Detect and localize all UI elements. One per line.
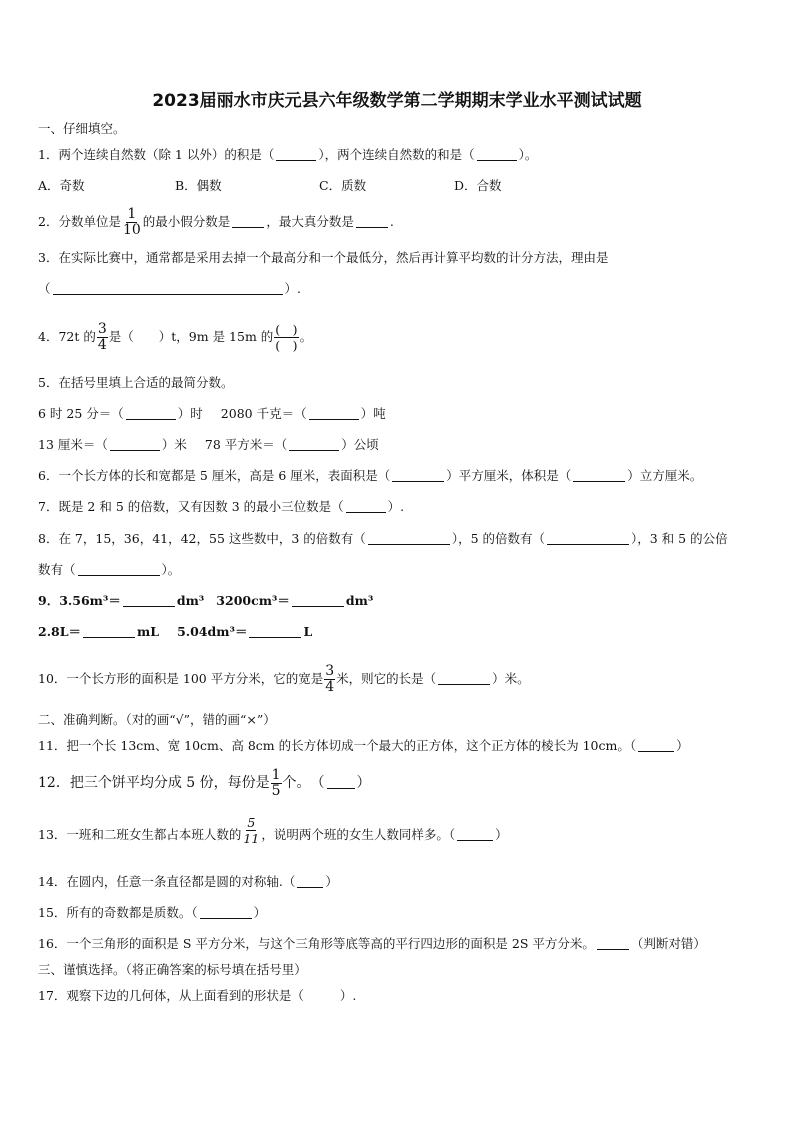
q1-text: 1．两个连续自然数（除 1 以外）的积是（ [38,147,275,162]
question-9: 9．3.56m³＝ dm³ 3200cm³＝ dm³ [38,593,374,608]
section-heading-2: 二、准确判断。（对的画“√”，错的画“×”） [38,712,276,727]
answer-blank[interactable] [638,738,674,752]
answer-blank[interactable] [289,437,339,451]
fraction: $\frac{3}{4}$ [325,663,335,695]
question-8-cont: 数有（ ）。 [38,562,181,577]
fraction: $\frac{3}{4}$ [97,321,107,353]
answer-blank[interactable] [547,531,629,545]
answer-blank[interactable] [200,905,252,919]
question-16: 16．一个三角形的面积是 S 平方分米，与这个三角形等底等高的平行四边形的面积是 2S 平方分米。 （判断对错） [38,936,706,951]
question-14: 14．在圆内，任意一条直径都是圆的对称轴.（ ） [38,874,338,889]
q4-text: 4．72t 的 [38,329,96,344]
q2-text: ，最大真分数是 [266,214,354,229]
question-10: 10．一个长方形的面积是 100 平方分米，它的宽是 $\frac{3}{4}$ 米，则它的长是（ ）米。 [38,663,530,695]
q2-text: 的最小假分数是 [142,214,231,229]
question-1 [38,146,764,164]
q1-text: ）。 [518,147,538,162]
answer-blank[interactable] [123,593,175,607]
option-d[interactable]: D．合数 [454,178,502,193]
answer-blank[interactable] [83,624,135,638]
answer-blank[interactable] [78,562,160,576]
question-11: 11．把一个长 13cm、宽 10cm、高 8cm 的长方体切成一个最大的正方体，这个正方体的棱长为 10cm。（ ） [38,738,689,753]
q4-text: 是（ ）t，9m 是 15m 的 [108,329,274,344]
fraction-blank[interactable]: $\frac{( )}{( )}$ [275,322,298,353]
answer-blank[interactable] [309,406,359,420]
answer-blank[interactable] [368,531,450,545]
answer-blank[interactable] [232,214,264,228]
page-title: 2023届丽水市庆元县六年级数学第二学期期末学业水平测试试题 [152,91,642,111]
question-5: 5．在括号里填上合适的最简分数。 [38,375,234,390]
section-heading-1: 一、仔细填空。 [38,121,126,136]
answer-blank[interactable] [392,468,444,482]
q2-text: 2．分数单位是 [38,214,121,229]
answer-blank[interactable] [438,671,490,685]
answer-blank[interactable] [297,874,323,888]
question-6: 6．一个长方体的长和宽都是 5 厘米，高是 6 厘米，表面积是（ ）平方厘米，体积是（ ）立方厘米。 [38,468,703,483]
question-8: 8．在 7，15，36，41，42，55 这些数中，3 的倍数有（ ），5 的倍数有（ ），3 和 5 的公倍 [38,531,728,546]
answer-blank[interactable] [573,468,625,482]
answer-blank[interactable] [53,281,283,295]
answer-blank[interactable] [249,624,301,638]
question-15: 15．所有的奇数都是质数。（ ） [38,905,267,920]
q1-text: ），两个连续自然数的和是（ [318,147,475,162]
option-b[interactable]: B．偶数 [175,178,222,193]
q5-row-2: 13 厘米＝（ ）米 78 平方米＝（ ）公顷 [38,437,379,452]
question-17: 17．观察下边的几何体，从上面看到的形状是（ ）. [38,988,357,1003]
question-12: 12．把三个饼平均分成 5 份，每份是 $\frac{1}{5}$ 个。 （ ） [38,766,371,799]
question-4 [38,318,764,356]
fraction: $\frac{5}{11}$ [243,815,260,846]
answer-blank[interactable] [346,499,386,513]
answer-blank[interactable] [477,147,517,161]
question-2 [38,205,764,239]
answer-blank[interactable] [292,593,344,607]
option-c[interactable]: C．质数 [319,178,367,193]
answer-blank[interactable] [327,775,355,789]
q5-row-1: 6 时 25 分＝（ ）时 2080 千克＝（ ）吨 [38,406,386,421]
question-9-cont: 2.8L＝ mL 5.04dm³＝ L [38,624,313,639]
fraction: $\frac{1}{5}$ [271,766,281,799]
answer-blank[interactable] [276,147,316,161]
option-a[interactable]: A．奇数 [38,178,85,193]
answer-blank[interactable] [457,827,493,841]
question-3: 3．在实际比赛中，通常都是采用去掉一个最高分和一个最低分，然后再计算平均数的计分方法，理由是 [38,250,609,265]
question-13: 13．一班和二班女生都占本班人数的 $\frac{5}{11}$ ，说明两个班的女生人数同样多。（ ） [38,815,508,846]
q4-text: 。 [299,329,313,344]
answer-blank[interactable] [110,437,160,451]
section-heading-3: 三、谨慎选择。（将正确答案的标号填在括号里） [38,962,307,977]
fraction: $\frac{1}{10}$ [122,206,141,238]
answer-blank[interactable] [126,406,176,420]
question-3-answer: （ ）. [38,281,301,296]
question-7: 7．既是 2 和 5 的倍数，又有因数 3 的最小三位数是（ ）. [38,499,405,514]
q2-text: . [389,214,394,229]
answer-blank[interactable] [356,214,388,228]
answer-blank[interactable] [597,936,629,950]
